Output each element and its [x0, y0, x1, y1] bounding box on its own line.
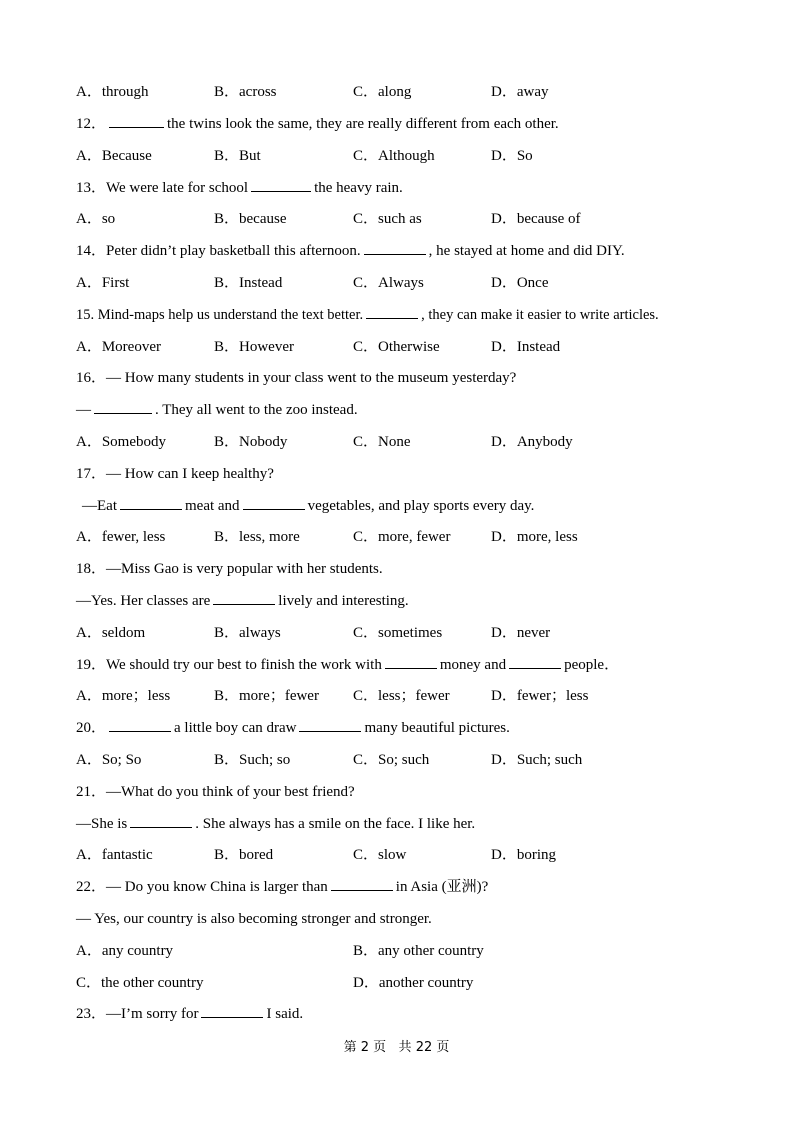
q22-options-row2 [76, 972, 753, 994]
q15-options [76, 336, 753, 358]
q16-question: 16．— How many students in your class went to the museum yesterday? [76, 370, 517, 386]
answer-blank [213, 590, 275, 605]
answer-blank [364, 240, 426, 255]
q22-options-row1 [76, 940, 753, 962]
q14-option-c: C．Always [353, 275, 424, 291]
q12-option-d: D．So [491, 148, 533, 164]
q16-answer-line [76, 399, 753, 421]
q17-answer-line [82, 495, 753, 517]
q17-option-a: A．fewer, less [76, 529, 166, 545]
q21-stem [76, 781, 753, 803]
q21-options [76, 844, 753, 866]
q19-options [76, 685, 753, 707]
q21-answer-line [76, 813, 753, 835]
q15-stem [76, 304, 753, 326]
q18-stem [76, 558, 753, 580]
q20-text-mid: a little boy can draw [174, 720, 297, 736]
q12-text: the twins look the same, they are really different from each other. [167, 116, 559, 132]
q20-option-a: A．So; So [76, 752, 142, 768]
q16-option-c: C．None [353, 434, 411, 450]
q14-option-a: A．First [76, 275, 130, 291]
q14-stem [76, 240, 753, 262]
q12-options [76, 145, 753, 167]
q20-options [76, 749, 753, 771]
q17-options [76, 526, 753, 548]
q14-option-d: D．Once [491, 275, 549, 291]
q19-option-d: D．fewer；less [491, 688, 589, 704]
answer-blank [385, 654, 437, 669]
q19-stem [76, 654, 753, 676]
q13-option-a: A．so [76, 211, 116, 227]
q13-text-after: the heavy rain. [314, 180, 403, 196]
q12-option-a: A．Because [76, 148, 152, 164]
q18-question: 18．—Miss Gao is very popular with her students. [76, 561, 383, 577]
q13-option-d: D．because of [491, 211, 581, 227]
q17-stem [76, 463, 753, 485]
q16-option-d: D．Anybody [491, 434, 573, 450]
q16-text-after: . They all went to the zoo instead. [155, 402, 358, 418]
q18-option-c: C．sometimes [353, 625, 443, 641]
q20-text-after: many beautiful pictures. [364, 720, 510, 736]
q17-option-c: C．more, fewer [353, 529, 451, 545]
q18-answer-line [76, 590, 753, 612]
q22-answer-line [76, 908, 753, 930]
q20-option-b: B．Such; so [214, 752, 291, 768]
q12-stem [76, 113, 753, 135]
q19-option-c: C．less；fewer [353, 688, 450, 704]
q20-option-d: D．Such; such [491, 752, 583, 768]
q16-option-b: B．Nobody [214, 434, 288, 450]
q18-option-a: A．seldom [76, 625, 146, 641]
q20-number: 20． [76, 720, 107, 736]
q21-option-a: A．fantastic [76, 847, 153, 863]
q22-option-b: B．any other country [353, 943, 484, 959]
q13-options [76, 208, 753, 230]
q22-text-after: in Asia (亚洲)? [395, 879, 489, 895]
q15-option-c: C．Otherwise [353, 339, 440, 355]
answer-blank [509, 654, 561, 669]
answer-blank [94, 399, 152, 414]
q17-text-eat: —Eat [82, 498, 117, 514]
q21-text-before: —She is [76, 816, 128, 832]
q19-text-after: people． [564, 657, 620, 673]
q21-text-after: . She always has a smile on the face. I like her. [195, 816, 476, 832]
q17-text-after: vegetables, and play sports every day. [307, 498, 535, 514]
q23-stem [76, 1003, 753, 1025]
q13-option-b: B．because [214, 211, 287, 227]
q19-option-a: A．more；less [76, 688, 171, 704]
q14-options [76, 272, 753, 294]
q16-options [76, 431, 753, 453]
q14-option-b: B．Instead [214, 275, 283, 291]
answer-blank [130, 813, 192, 828]
q15-option-a: A．Moreover [76, 339, 161, 355]
q17-text-mid: meat and [185, 498, 240, 514]
q12-option-c: C．Although [353, 148, 435, 164]
q14-text-before: 14．Peter didn’t play basketball this afternoon. [76, 243, 361, 259]
q22-text-before: 22．— Do you know China is larger than [76, 879, 328, 895]
q20-stem [76, 717, 753, 739]
answer-blank [120, 495, 182, 510]
q15-option-b: B．However [214, 339, 294, 355]
answer-blank [201, 1003, 263, 1018]
q18-options [76, 622, 753, 644]
q14-text-after: , he stayed at home and did DIY. [428, 243, 625, 259]
q11-options [76, 81, 753, 103]
answer-blank [366, 304, 418, 319]
q11-option-d: D．away [491, 84, 549, 100]
q13-stem [76, 177, 753, 199]
q19-text-mid: money and [439, 657, 507, 673]
q22-option-d: D．another country [353, 975, 474, 991]
q11-option-a: A．through [76, 84, 149, 100]
q18-option-d: D．never [491, 625, 551, 641]
q12-number: 12． [76, 116, 107, 132]
q15-option-d: D．Instead [491, 339, 561, 355]
page-footer [0, 1038, 793, 1058]
answer-blank [109, 717, 171, 732]
q18-option-b: B．always [214, 625, 281, 641]
q22-option-c: C．the other country [76, 975, 204, 991]
q22-stem [76, 876, 753, 898]
q11-option-b: B．across [214, 84, 277, 100]
q17-option-b: B．less, more [214, 529, 300, 545]
q17-option-d: D．more, less [491, 529, 578, 545]
q12-option-b: B．But [214, 148, 261, 164]
answer-blank [243, 495, 305, 510]
q21-option-c: C．slow [353, 847, 407, 863]
q19-text-before: 19．We should try our best to finish the work with [76, 657, 382, 673]
q23-text-after: I said. [266, 1006, 304, 1022]
q11-option-c: C．along [353, 84, 412, 100]
q13-option-c: C．such as [353, 211, 422, 227]
answer-blank [299, 717, 361, 732]
q22-reply: — Yes, our country is also becoming stronger and stronger. [76, 911, 432, 927]
answer-blank [109, 113, 164, 128]
q21-option-b: B．bored [214, 847, 274, 863]
page-number: 第 2 页 共 22 页 [343, 1040, 450, 1055]
q18-text-before: —Yes. Her classes are [76, 593, 211, 609]
q19-option-b: B．more；fewer [214, 688, 319, 704]
q17-question: 17．— How can I keep healthy? [76, 466, 274, 482]
q18-text-after: lively and interesting. [278, 593, 409, 609]
q16-option-a: A．Somebody [76, 434, 167, 450]
q22-option-a: A．any country [76, 943, 174, 959]
q21-option-d: D．boring [491, 847, 556, 863]
q15-text-after: , they can make it easier to write articles. [421, 307, 659, 323]
answer-blank [331, 876, 393, 891]
q13-text-before: 13．We were late for school [76, 180, 249, 196]
q16-dash: — [76, 402, 91, 418]
q15-text-before: 15. Mind-maps help us understand the text better. [76, 307, 364, 323]
q16-stem [76, 367, 753, 389]
q23-text-before: 23．—I’m sorry for [76, 1006, 199, 1022]
q20-option-c: C．So; such [353, 752, 430, 768]
answer-blank [251, 177, 311, 192]
q21-question: 21．—What do you think of your best friend? [76, 784, 355, 800]
